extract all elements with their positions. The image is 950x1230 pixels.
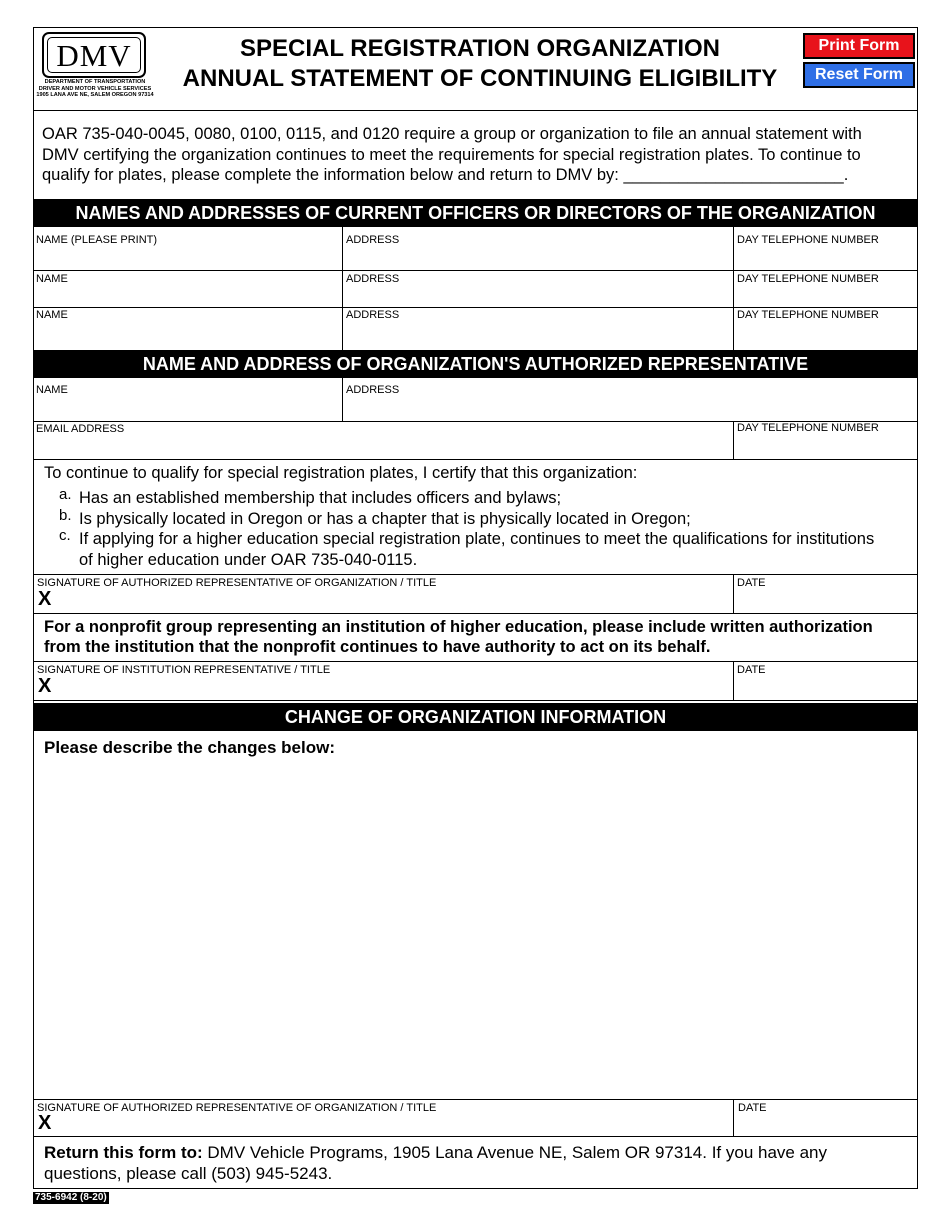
signature2-input[interactable] [58, 677, 731, 698]
officer-phone-label: DAY TELEPHONE NUMBER [737, 273, 879, 285]
changes-prompt: Please describe the changes below: [44, 738, 336, 757]
officers-heading: NAMES AND ADDRESSES OF CURRENT OFFICERS OR DIRECTORS OF THE ORGANIZATION [33, 199, 918, 227]
certify-item-letter: b. [59, 507, 72, 524]
rep-row-divider [33, 459, 918, 460]
officer-phone-label: DAY TELEPHONE NUMBER [737, 309, 879, 321]
officer-name-label: NAME (PLEASE PRINT) [36, 234, 158, 246]
signature1-label: SIGNATURE OF AUTHORIZED REPRESENTATIVE OF ORGANIZATION / TITLE [37, 577, 437, 589]
dept-line-2: DRIVER AND MOTOR VEHICLE SERVICES [38, 85, 152, 92]
certify-item-text: Has an established membership that includes officers and bylaws; [79, 489, 562, 507]
officer-address-label: ADDRESS [346, 234, 400, 246]
officer-name-label: NAME [36, 273, 68, 285]
officer-name-label: NAME [36, 309, 68, 321]
signature1-input[interactable] [58, 590, 731, 611]
officers-row-divider [33, 307, 918, 308]
header-divider [33, 110, 918, 111]
rep-name-label: NAME [36, 384, 68, 396]
officers-col-divider [733, 227, 734, 350]
officer-1-address-input[interactable] [344, 247, 731, 269]
signature2-col-divider [733, 661, 734, 700]
officer-2-phone-input[interactable] [735, 286, 916, 306]
officer-address-label: ADDRESS [346, 273, 400, 285]
certify-item-c-line-1: If applying for a higher education special registration plate, continues to meet the qualifications for institutions [79, 530, 875, 548]
signature1-date-label: DATE [737, 577, 766, 589]
dmv-logo-text: DMV [56, 38, 132, 73]
return-address: DMV Vehicle Programs, 1905 Lana Avenue NE, Salem OR 97314. If you have any [207, 1143, 827, 1162]
certify-intro: To continue to qualify for special registration plates, I certify that this organization: [44, 464, 638, 482]
signature1-date-input[interactable] [735, 590, 916, 611]
nonprofit-note [44, 617, 914, 657]
officers-row-divider [33, 270, 918, 271]
signature2-bottom-line [33, 700, 918, 701]
signature3-bottom-line [33, 1136, 918, 1137]
signature3-x-mark: X [38, 1112, 52, 1134]
rep-email-label: EMAIL ADDRESS [36, 423, 125, 435]
officer-3-name-input[interactable] [34, 322, 340, 348]
return-instructions [44, 1142, 914, 1184]
intro-line-3: qualify for plates, please complete the information below and return to DMV by: ________________________. [42, 166, 849, 184]
changes-heading: CHANGE OF ORGANIZATION INFORMATION [33, 703, 918, 731]
officer-3-phone-input[interactable] [735, 322, 916, 348]
officer-3-address-input[interactable] [344, 322, 731, 348]
signature2-date-label: DATE [737, 664, 766, 676]
signature3-col-divider [733, 1099, 734, 1136]
signature2-date-input[interactable] [735, 677, 916, 698]
rep-address-input[interactable] [344, 397, 916, 419]
rep-email-input[interactable] [34, 436, 731, 458]
signature1-bottom-line [33, 613, 918, 614]
officer-phone-label: DAY TELEPHONE NUMBER [737, 234, 879, 246]
title-line-2: ANNUAL STATEMENT OF CONTINUING ELIGIBILITY [182, 65, 778, 92]
intro-text [42, 124, 912, 186]
officer-1-phone-input[interactable] [735, 247, 916, 269]
signature3-date-label: DATE [738, 1102, 767, 1114]
certify-item-b [59, 509, 919, 529]
officer-2-name-input[interactable] [34, 286, 340, 306]
form-number: 735-6942 (8-20) [35, 1192, 107, 1203]
reset-form-button[interactable]: Reset Form [803, 62, 915, 88]
return-line-2: questions, please call (503) 945-5243. [44, 1164, 333, 1183]
certify-item-letter: a. [59, 486, 72, 503]
signature2-top-line [33, 661, 918, 662]
certify-item-c-line-2: of higher education under OAR 735-040-0115. [79, 550, 418, 569]
signature3-input[interactable] [58, 1114, 731, 1134]
certify-item-a [59, 488, 919, 508]
signature3-date-input[interactable] [735, 1114, 916, 1134]
certify-item-text: Is physically located in Oregon or has a chapter that is physically located in Oregon; [79, 510, 691, 528]
representative-heading: NAME AND ADDRESS OF ORGANIZATION'S AUTHORIZED REPRESENTATIVE [33, 350, 918, 378]
signature1-col-divider [733, 574, 734, 613]
rep-phone-label: DAY TELEPHONE NUMBER [737, 422, 879, 434]
certify-item-text [79, 529, 874, 570]
certify-item-letter: c. [59, 527, 71, 544]
rep-address-label: ADDRESS [346, 384, 400, 396]
dmv-logo [42, 32, 146, 78]
department-info [33, 79, 157, 99]
intro-line-1: OAR 735-040-0045, 0080, 0100, 0115, and 0120 require a group or organization to file an annual statement with [42, 125, 862, 143]
rep-name-input[interactable] [34, 397, 340, 419]
dept-line-3: 1905 LANA AVE NE, SALEM OREGON 97314 [36, 92, 154, 98]
rep-phone-input[interactable] [735, 436, 916, 458]
changes-textarea[interactable] [40, 764, 912, 1094]
officer-address-label: ADDRESS [346, 309, 400, 321]
officer-1-name-input[interactable] [34, 247, 340, 269]
print-form-button[interactable]: Print Form [803, 33, 915, 59]
signature1-x-mark: X [38, 588, 52, 610]
certify-item-c [59, 529, 919, 570]
nonprofit-line-1: For a nonprofit group representing an institution of higher education, please include written authorization [44, 618, 873, 636]
dmv-logo-inner [47, 37, 141, 73]
signature2-label: SIGNATURE OF INSTITUTION REPRESENTATIVE / TITLE [37, 664, 331, 676]
signature3-top-line [33, 1099, 918, 1100]
rep-col-divider [733, 421, 734, 459]
title-line-1: SPECIAL REGISTRATION ORGANIZATION [239, 35, 720, 62]
return-label: Return this form to: [44, 1143, 203, 1162]
dept-line-1: DEPARTMENT OF TRANSPORTATION [44, 79, 146, 85]
nonprofit-line-2: from the institution that the nonprofit continues to have authority to act on its behalf. [44, 638, 711, 656]
signature3-label: SIGNATURE OF AUTHORIZED REPRESENTATIVE OF ORGANIZATION / TITLE [37, 1102, 437, 1114]
officers-col-divider [342, 227, 343, 350]
signature1-top-line [33, 574, 918, 575]
signature2-x-mark: X [38, 675, 52, 697]
rep-col-divider [342, 378, 343, 421]
return-line-1 [44, 1142, 914, 1163]
page-title [160, 34, 800, 94]
intro-line-2: DMV certifying the organization continues to meet the requirements for special registration plates. To continue to [42, 145, 861, 164]
officer-2-address-input[interactable] [344, 286, 731, 306]
